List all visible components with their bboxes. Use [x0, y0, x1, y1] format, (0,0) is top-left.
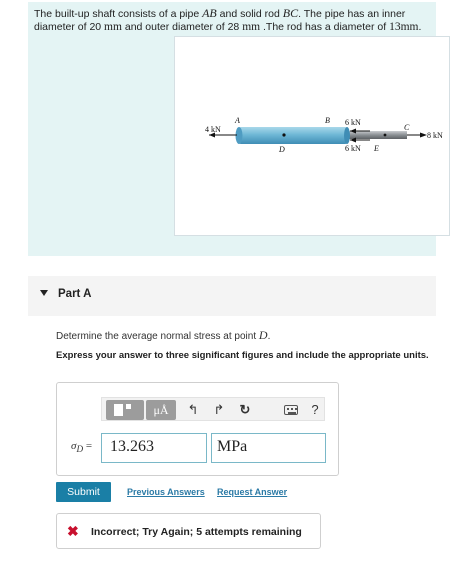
point-b-label: B [325, 116, 330, 125]
question-text [56, 328, 270, 343]
sigma-subscript: D [76, 444, 84, 455]
keyboard-key [288, 412, 296, 414]
rod-bc [343, 131, 407, 139]
help-icon[interactable]: ? [311, 402, 319, 417]
answer-instruction: Express your answer to three significant figures and include the appropriate units. [56, 350, 429, 361]
math-toolbar [101, 397, 325, 421]
feedback-box [56, 513, 321, 549]
pipe-ab [239, 127, 347, 144]
template-block-icon [114, 404, 123, 416]
keyboard-key [287, 408, 289, 410]
templates-button[interactable] [106, 400, 144, 420]
problem-statement [34, 7, 434, 34]
answer-box [56, 382, 339, 476]
force-right-label: 8 kN [427, 131, 443, 140]
previous-answers-link[interactable]: Previous Answers [127, 487, 205, 497]
problem-text-segment: . The pipe has an inner [298, 8, 406, 20]
keyboard-icon[interactable] [284, 405, 298, 415]
sigma-d-label [71, 440, 92, 454]
problem-text-segment: and solid rod [216, 8, 283, 20]
shaft-diagram [175, 37, 451, 237]
problem-line-1 [34, 7, 434, 21]
rod-diameter-value: 13mm [389, 21, 419, 33]
request-answer-link[interactable]: Request Answer [217, 487, 288, 497]
pipe-label: AB [202, 6, 217, 20]
answer-units-input[interactable]: MPa [211, 433, 326, 463]
question-segment: . [267, 331, 271, 342]
unit-mm: mm [242, 21, 261, 33]
point-d-label: D [279, 145, 285, 154]
sigma-symbol: σ [71, 440, 77, 452]
point-e-label: E [374, 144, 379, 153]
force-b-top-label: 6 kN [345, 118, 361, 127]
keyboard-key [295, 408, 297, 410]
redo-icon[interactable]: ↱ [213, 402, 225, 417]
question-point: D [258, 328, 268, 342]
problem-text-segment: .The rod has a diameter of [260, 21, 390, 33]
problem-line-2 [34, 21, 434, 34]
problem-text-segment: . [418, 21, 422, 33]
collapse-caret-icon[interactable] [40, 290, 48, 296]
shaft-figure [174, 36, 450, 236]
force-left-label: 4 kN [205, 125, 221, 134]
force-arrowhead-right [420, 133, 427, 138]
problem-panel [28, 2, 443, 256]
part-title: Part A [58, 288, 92, 300]
answer-value-input[interactable]: 13.263 [101, 433, 207, 463]
point-c-label: C [404, 123, 410, 132]
problem-text-segment: diameter of 20 [34, 21, 105, 33]
symbols-button[interactable]: μÅ [146, 400, 176, 420]
reset-icon[interactable]: ↻ [239, 402, 251, 417]
problem-text-segment: The built-up shaft consists of a pipe [34, 8, 203, 20]
template-small-icon [126, 404, 131, 409]
undo-icon[interactable]: ↰ [187, 402, 199, 417]
pipe-end-b [344, 127, 350, 144]
rod-label: BC [282, 6, 299, 20]
keyboard-key [291, 408, 293, 410]
submit-button[interactable]: Submit [56, 482, 111, 502]
unit-mm: mm [104, 21, 122, 33]
problem-text-segment: and outer diameter of 28 [121, 21, 243, 33]
error-x-icon: ✖ [67, 523, 79, 539]
feedback-message: Incorrect; Try Again; 5 attempts remaining [91, 526, 302, 538]
point-d-marker [282, 133, 285, 136]
point-e-marker [384, 134, 387, 137]
force-b-bottom-label: 6 kN [345, 144, 361, 153]
equals-sign: = [83, 440, 93, 452]
part-a-header[interactable] [28, 276, 436, 316]
question-segment: Determine the average normal stress at point [56, 331, 259, 342]
point-a-label: A [235, 116, 240, 125]
